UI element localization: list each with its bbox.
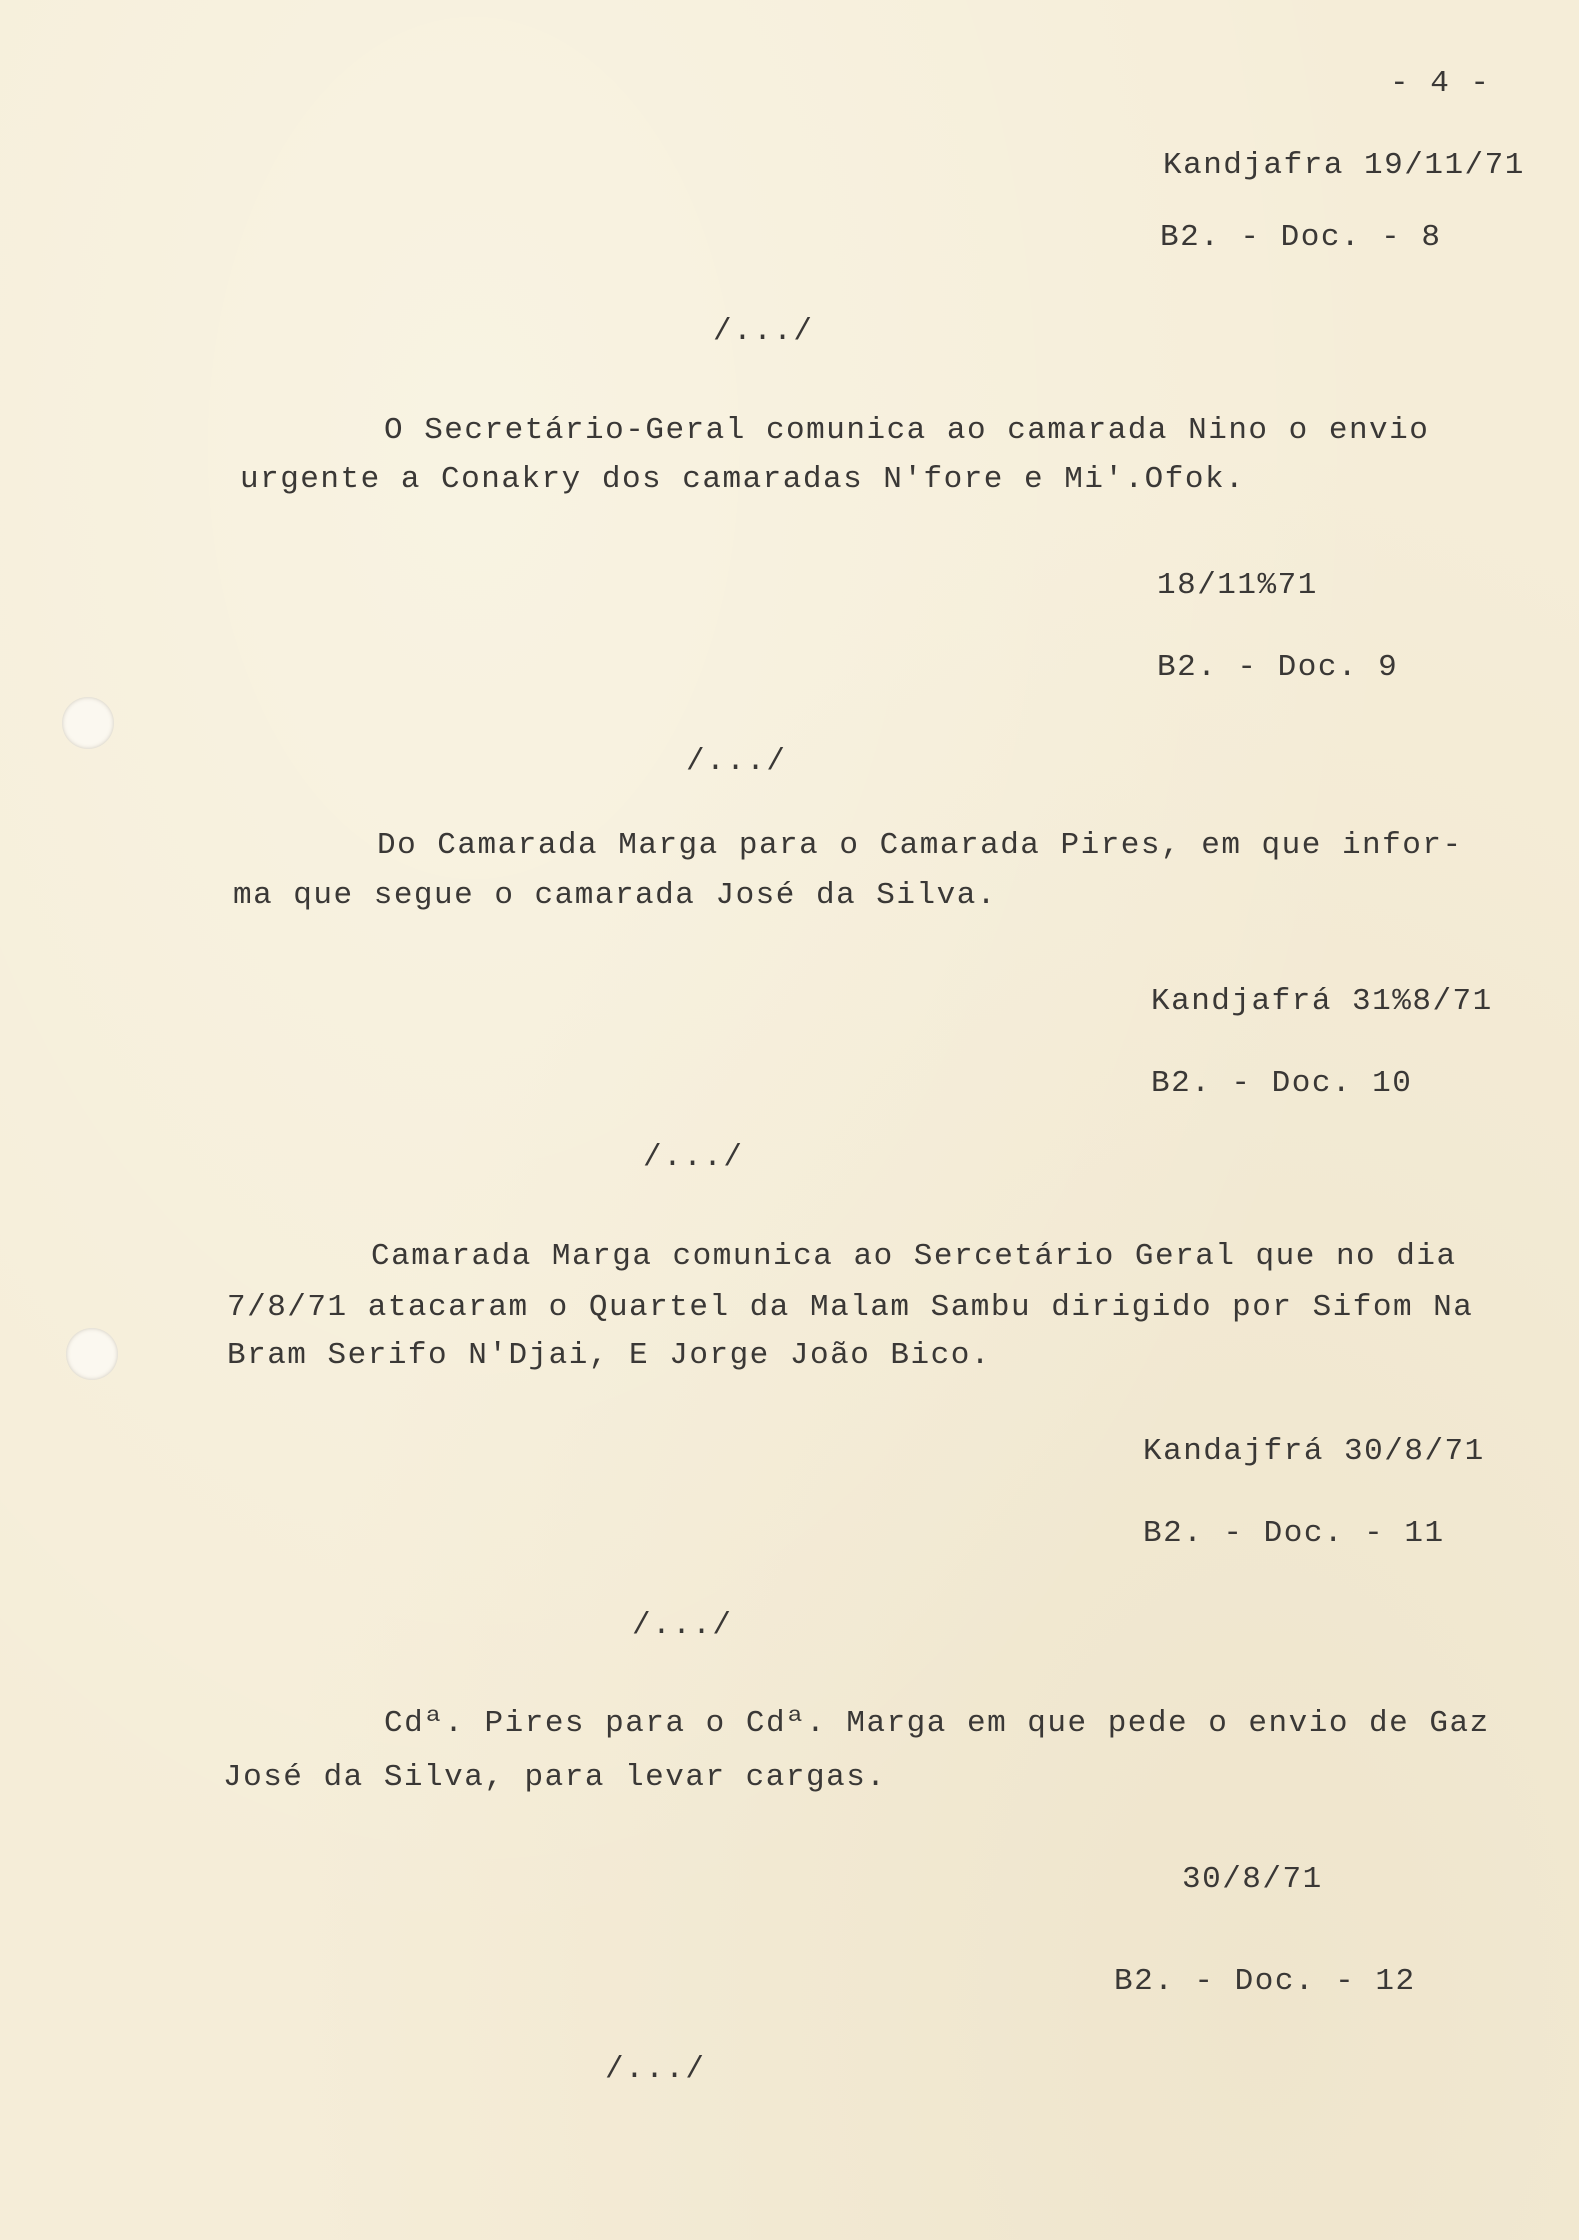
entry-2-ellipsis: /.../: [686, 744, 787, 779]
entry-3-body-line-3: Bram Serifo N'Djai, E Jorge João Bico.: [227, 1338, 991, 1373]
entry-3-place-date: Kandjafrá 31%8/71: [1151, 984, 1493, 1019]
entry-5-doc-ref: B2. - Doc. - 12: [1114, 1964, 1416, 1999]
entry-2-doc-ref: B2. - Doc. 9: [1157, 650, 1399, 685]
entry-4-body-line-1: Cdª. Pires para o Cdª. Marga em que pede o envio de Gaz: [384, 1706, 1490, 1741]
punch-hole-bottom: [66, 1328, 118, 1380]
entry-5-ellipsis: /.../: [605, 2052, 706, 2087]
entry-4-place-date: Kandajfrá 30/8/71: [1143, 1434, 1485, 1469]
entry-4-doc-ref: B2. - Doc. - 11: [1143, 1516, 1445, 1551]
punch-hole-top: [62, 697, 114, 749]
entry-1-body-line-1: O Secretário-Geral comunica ao camarada Nino o envio: [384, 413, 1430, 448]
entry-2-body-line-2: ma que segue o camarada José da Silva.: [233, 878, 997, 913]
entry-4-ellipsis: /.../: [632, 1608, 733, 1643]
entry-2-body-line-1: Do Camarada Marga para o Camarada Pires, em que infor-: [377, 828, 1463, 863]
entry-1-place-date: Kandjafra 19/11/71: [1163, 148, 1525, 183]
page-number: - 4 -: [1390, 66, 1491, 101]
entry-3-body-line-1: Camarada Marga comunica ao Sercetário Geral que no dia: [371, 1239, 1457, 1274]
entry-1-ellipsis: /.../: [713, 314, 814, 349]
entry-2-place-date: 18/11%71: [1157, 568, 1318, 603]
entry-3-doc-ref: B2. - Doc. 10: [1151, 1066, 1413, 1101]
entry-1-doc-ref: B2. - Doc. - 8: [1160, 220, 1442, 255]
entry-1-body-line-2: urgente a Conakry dos camaradas N'fore e Mi'.Ofok.: [240, 462, 1246, 497]
entry-4-body-line-2: José da Silva, para levar cargas.: [223, 1760, 887, 1795]
entry-3-body-line-2: 7/8/71 atacaram o Quartel da Malam Sambu dirigido por Sifom Na: [227, 1290, 1474, 1325]
entry-3-ellipsis: /.../: [643, 1140, 744, 1175]
entry-5-place-date: 30/8/71: [1182, 1862, 1323, 1897]
